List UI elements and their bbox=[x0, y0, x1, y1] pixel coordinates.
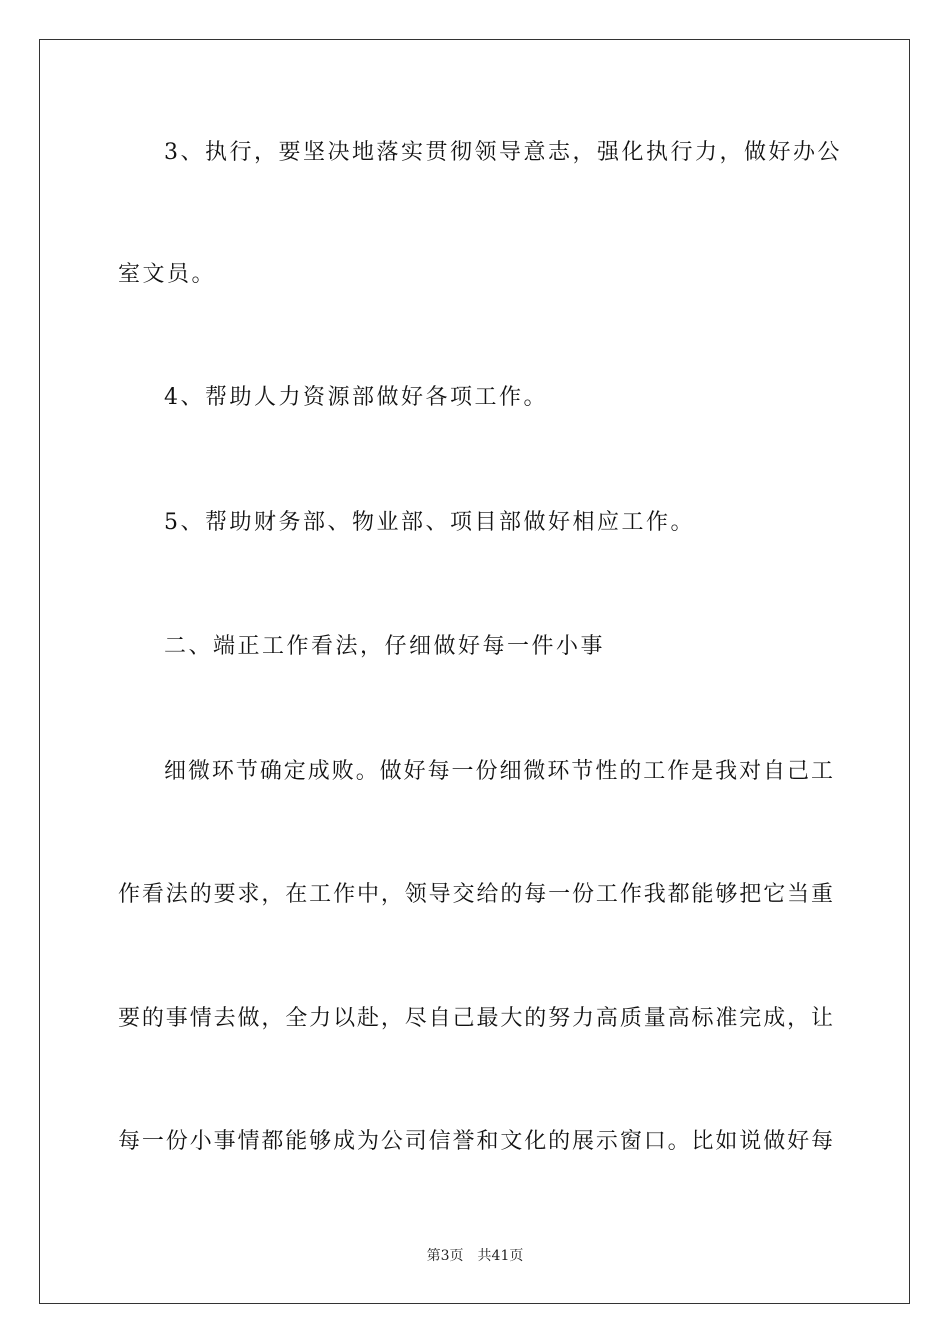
paragraph-line-1: 3、执行，要坚决地落实贯彻领导意志，强化执行力，做好办公 bbox=[164, 140, 842, 165]
page-number: 第3页 bbox=[426, 1248, 464, 1264]
paragraph-line-3: 4、帮助人力资源部做好各项工作。 bbox=[164, 385, 548, 410]
paragraph-line-8: 每一份小事情都能够成为公司信誉和文化的展示窗口。比如说做好每 bbox=[118, 1129, 833, 1154]
page-border bbox=[39, 39, 910, 1304]
paragraph-line-4: 5、帮助财务部、物业部、项目部做好相应工作。 bbox=[164, 510, 695, 535]
paragraph-line-5: 细微环节确定成败。做好每一份细微环节性的工作是我对自己工 bbox=[164, 759, 833, 784]
page-total: 共41页 bbox=[477, 1248, 524, 1264]
page-footer bbox=[0, 1247, 950, 1265]
section-heading: 二、端正工作看法，仔细做好每一件小事 bbox=[164, 634, 606, 659]
paragraph-line-7: 要的事情去做，全力以赴，尽自己最大的努力高质量高标准完成，让 bbox=[118, 1006, 833, 1031]
paragraph-line-2: 室文员。 bbox=[118, 262, 217, 287]
paragraph-line-6: 作看法的要求，在工作中，领导交给的每一份工作我都能够把它当重 bbox=[118, 882, 833, 907]
